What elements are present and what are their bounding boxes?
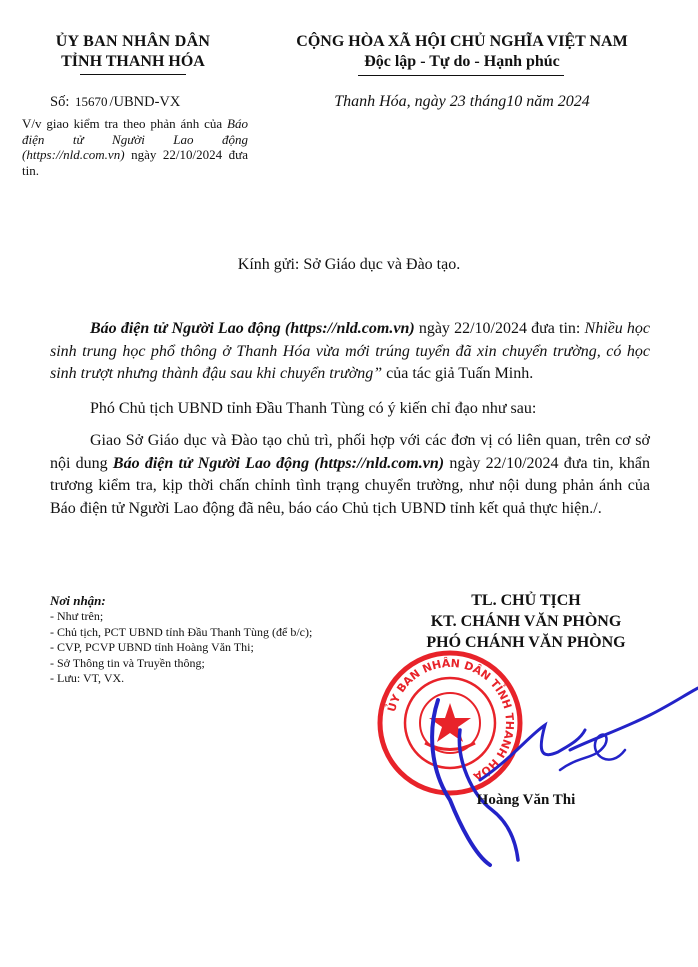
p3-source: Báo điện tử Người Lao động (https://nld.com.vn) — [112, 454, 445, 472]
national-title: CỘNG HÒA XÃ HỘI CHỦ NGHĨA VIỆT NAM — [296, 33, 628, 50]
signer-name: Hoàng Văn Thi — [476, 792, 576, 808]
recipients-title: Nơi nhận: — [50, 593, 106, 608]
recipient-item: - Lưu: VT, VX. — [50, 671, 125, 685]
subject-prefix: V/v giao kiểm tra theo phản ánh của — [22, 116, 223, 131]
p3-end: ngày 22/10/2024 đưa tin, khẩn trương kiểm tra, kịp thời chấn chỉnh tình trạng chuyển trường, như nội dung phản ánh của Báo điện tử Người Lao động đã nêu, báo cáo Chủ tịch UBND tỉnh kết quả thực hiện./. — [50, 454, 651, 517]
document-subject — [22, 116, 248, 178]
recipient-item: - Chủ tịch, PCT UBND tỉnh Đầu Thanh Tùng (để b/c); — [50, 624, 313, 639]
body-paragraph-3 — [50, 430, 650, 520]
motto-underline — [358, 75, 564, 76]
letter-body — [50, 318, 650, 530]
issuing-authority-line2: TỈNH THANH HÓA — [61, 53, 205, 70]
p1-end: của tác giả Tuấn Minh. — [382, 365, 534, 382]
issuing-authority-line1: ỦY BAN NHÂN DÂN — [55, 33, 211, 50]
national-motto: Độc lập - Tự do - Hạnh phúc — [364, 53, 560, 70]
signatory-line-3: PHÓ CHÁNH VĂN PHÒNG — [426, 634, 626, 651]
recipient-item: - Sở Thông tin và Truyền thông; — [50, 655, 205, 670]
place-and-date: Thanh Hóa, ngày 23 tháng10 năm 2024 — [334, 93, 590, 110]
signatory-title-block — [396, 590, 656, 653]
body-paragraph-2: Phó Chủ tịch UBND tỉnh Đầu Thanh Tùng có ý kiến chỉ đạo như sau: — [90, 399, 537, 417]
doc-no-suffix: /UBND-VX — [109, 94, 181, 110]
doc-no-value: 15670 — [74, 94, 108, 109]
p1-source: Báo điện tử Người Lao động (https://nld.com.vn) — [90, 320, 415, 337]
subject-suffix: ngày 22/10/2024 đưa tin. — [22, 147, 248, 178]
recipients-list — [50, 609, 312, 687]
subject-source: Báo điện tử Người Lao động (https://nld.com.vn) — [22, 116, 248, 162]
p1-quote: Nhiều học sinh trung học phổ thông ở Thanh Hóa vừa mới trúng tuyển đã xin chuyển trường, có học sinh trượt nhưng thành đậu sau khi chuyển trường” — [50, 320, 650, 382]
signatory-line-1: TL. CHỦ TỊCH — [471, 592, 581, 609]
addressee: Kính gửi: Sở Giáo dục và Đào tạo. — [237, 256, 461, 273]
seal-text: ỦY BAN NHÂN DÂN TỈNH THANH HÓA — [385, 656, 517, 784]
recipient-item: - Như trên; — [50, 609, 104, 623]
document-number — [50, 93, 180, 111]
p3-start: Giao Sở Giáo dục và Đào tạo chủ trì, phối hợp với các đơn vị có liên quan, trên cơ sở nội dung — [50, 432, 650, 472]
body-paragraph-1 — [50, 318, 650, 386]
authority-underline — [80, 74, 186, 75]
doc-no-label: Số: — [50, 94, 70, 110]
recipient-item: - CVP, PCVP UBND tỉnh Hoàng Văn Thi; — [50, 640, 254, 654]
handwritten-signature — [420, 660, 698, 870]
signatory-line-2: KT. CHÁNH VĂN PHÒNG — [430, 613, 622, 630]
p1-mid: ngày 22/10/2024 đưa tin: — [414, 320, 585, 337]
